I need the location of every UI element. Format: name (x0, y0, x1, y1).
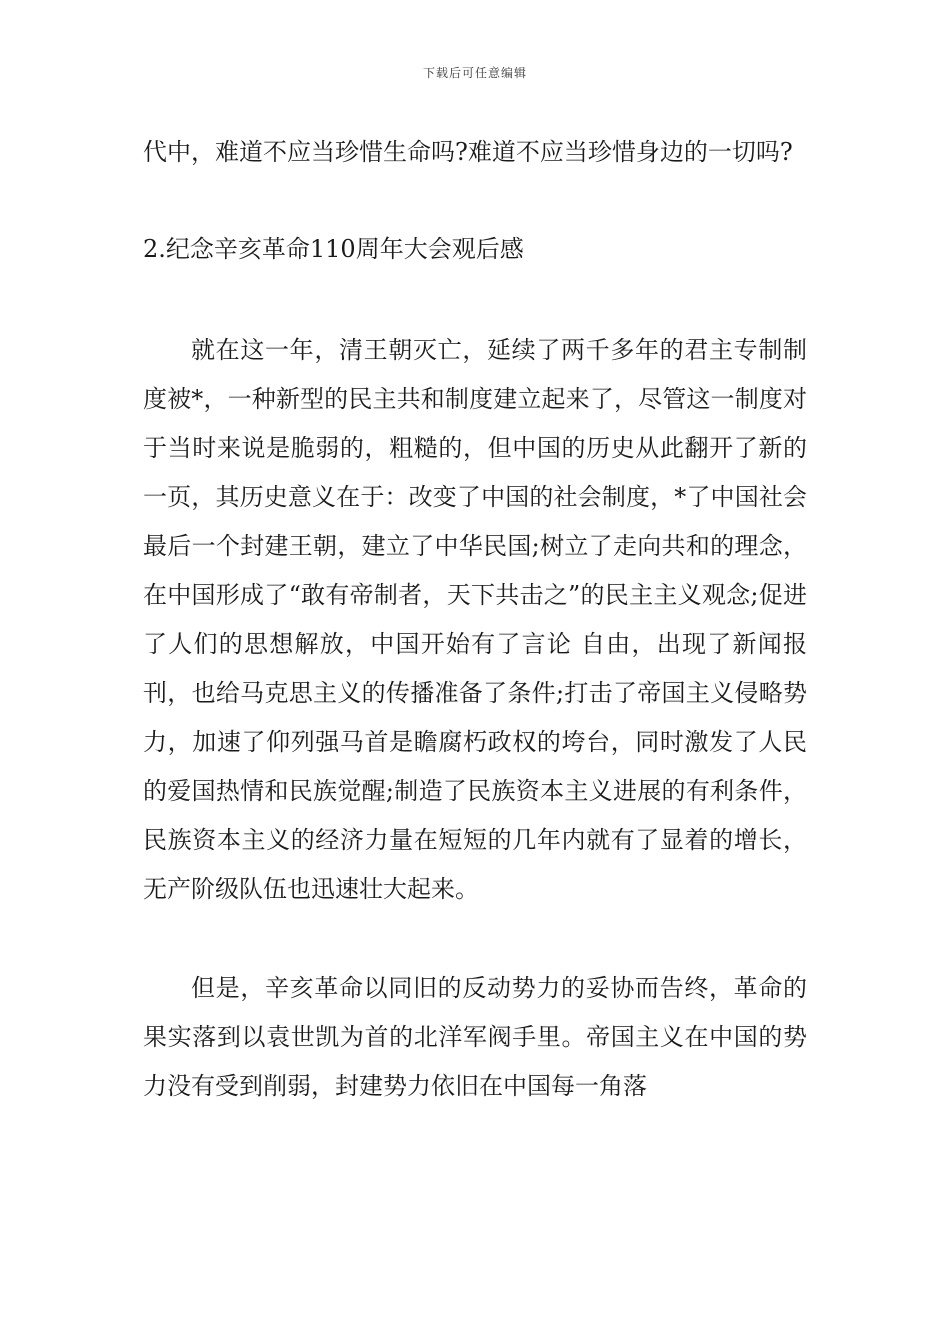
paragraph-revolution-outcome: 但是，辛亥革命以同旧的反动势力的妥协而告终，革命的果实落到以袁世凯为首的北洋军阀手里。帝国主义在中国的势力没有受到削弱，封建势力依旧在中国每一角落 (143, 974, 807, 1100)
paragraph-spacer (143, 177, 807, 225)
paragraph-history-significance: 就在这一年，清王朝灭亡，延续了两千多年的君主专制制度被*，一种新型的民主共和制度建立起来了，尽管这一制度对于当时来说是脆弱的，粗糙的，但中国的历史从此翻开了新的一页，其历史意义在于：改变了中国的社会制度，*了中国社会最后一个封建王朝，建立了中华民国;树立了走向共和的理念，在中国形成了“敢有帝制者，天下共击之”的民主主义观念;促进了人们的思想解放，中国开始有了言论 自由，出现了新闻报刊，也给马克思主义的传播准备了条件;打击了帝国主义侵略势力，加速了仰列强马首是瞻腐朽政权的垮台，同时激发了人民的爱国热情和民族觉醒;制造了民族资本主义进展的有利条件，民族资本主义的经济力量在短短的几年内就有了显着的增长，无产阶级队伍也迅速壮大起来。 (143, 336, 807, 903)
document-body (143, 128, 807, 1111)
page-header-note: 下载后可任意编辑 (422, 66, 527, 80)
paragraph-continuation: 代中，难道不应当珍惜生命吗?难道不应当珍惜身边的一切吗? (143, 138, 793, 166)
paragraph-spacer (143, 914, 807, 964)
section-heading: 2.纪念辛亥革命110周年大会观后感 (143, 235, 524, 263)
paragraph-spacer (143, 274, 807, 326)
